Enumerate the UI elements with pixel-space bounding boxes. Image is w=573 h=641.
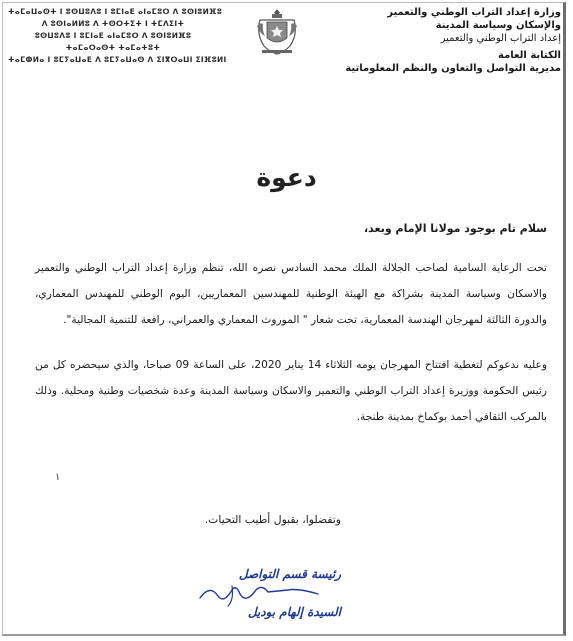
ministry-name-cont: والإسكان وسياسة المدينة: [435, 20, 561, 31]
closing-line: وتفضلوا، بقبول أطيب التحيات.: [204, 513, 341, 526]
header-arabic: [345, 6, 561, 75]
signatory-title: رئيسة قسم التواصل: [238, 567, 341, 581]
header-tifinagh-line: ⴷ ⵓⵙⵏⴰⵍⵍⵓ ⴷ ⵜⵙⵔⵜⵉⵜ ⵏ ⵜⵎⴷⵉⵏⵜ: [41, 19, 185, 28]
ministry-name: وزارة إعداد التراب الوطني والتعمير: [387, 7, 561, 18]
directorate-name: مديرية التواصل والتعاون والنظم المعلوماتية: [345, 63, 561, 74]
paragraph-intro: تحت الرعاية السامية لصاحب الجلالة الملك محمد السادس نصره الله، تنظم وزارة إعداد التراب الوطني والتعمير والاسكان وسياسة المدينة بشراكة مع الهيئة الوطنية للمهندسين المعماريين، اليوم الوطني للمهندس المعماري، والدورة الثالثة لمهرجان الهندسة المعمارية، تحت شعار " الموروث المعماري والعمراني، رافعة للتنمية المجالية".: [35, 262, 547, 326]
header-tifinagh: [8, 6, 227, 66]
signatory-name: السيدة إلهام بوديل: [247, 605, 341, 619]
document-title: دعوة: [256, 163, 317, 192]
secretariat-general: الكتابة العامة: [498, 50, 561, 61]
header-tifinagh-line: ⵓⵙⵡⵓⴷⵓ ⵏ ⵓⵎⵏⴰⴹ ⴰⵏⴰⵎⵓⵔ ⴷ ⵓⵙⵏⵓⵍⴼⵓ: [34, 31, 192, 40]
ministry-sector: إعداد التراب الوطني والتعمير: [440, 33, 561, 44]
header-tifinagh-line: ⵜⴰⵎⴰⵡⴰⵙⵜ ⵏ ⵓⵙⵡⵓⴷⵓ ⵏ ⵓⵎⵏⴰⴹ ⴰⵏⴰⵎⵓⵔ ⴷ ⵓⵙⵏⵓⵍⴼⵓ: [8, 7, 223, 16]
header-tifinagh-line: ⵜⴰⵎⴰⵔⴰⵙⵜ ⵜⴰⵎⴰⵜⵓⵜ: [65, 43, 161, 52]
stray-mark: ١: [55, 472, 61, 483]
greeting: سلام تام بوجود مولانا الإمام وبعد،: [363, 222, 547, 235]
moroccan-coat-of-arms-icon: [252, 6, 302, 56]
paragraph-details: وعليه ندعوكم لتغطية افتتاح المهرجان يومه الثلاثاء 14 يناير 2020، على الساعة 09 صباحا، والذي سيحضره كل من رئيس الحكومة ووزيرة إعداد التراب الوطني والتعمير والاسكان وسياسة المدينة وعدة شخصيات وطنية ومحلية. وذلك بالمركب الثقافي أحمد بوكماخ بمدينة طنجة.: [35, 359, 547, 423]
header-tifinagh-line: ⵜⴰⵎⵀⵍⴰ ⵏ ⵓⵎⵢⴰⵡⴰⴹ ⴷ ⵓⵎⵢⴰⵡⴰⵙ ⴷ ⵉⵏⴳⵔⴰⵡⵏ ⵉⵏⴼⵓⵍⵏ: [8, 55, 227, 64]
